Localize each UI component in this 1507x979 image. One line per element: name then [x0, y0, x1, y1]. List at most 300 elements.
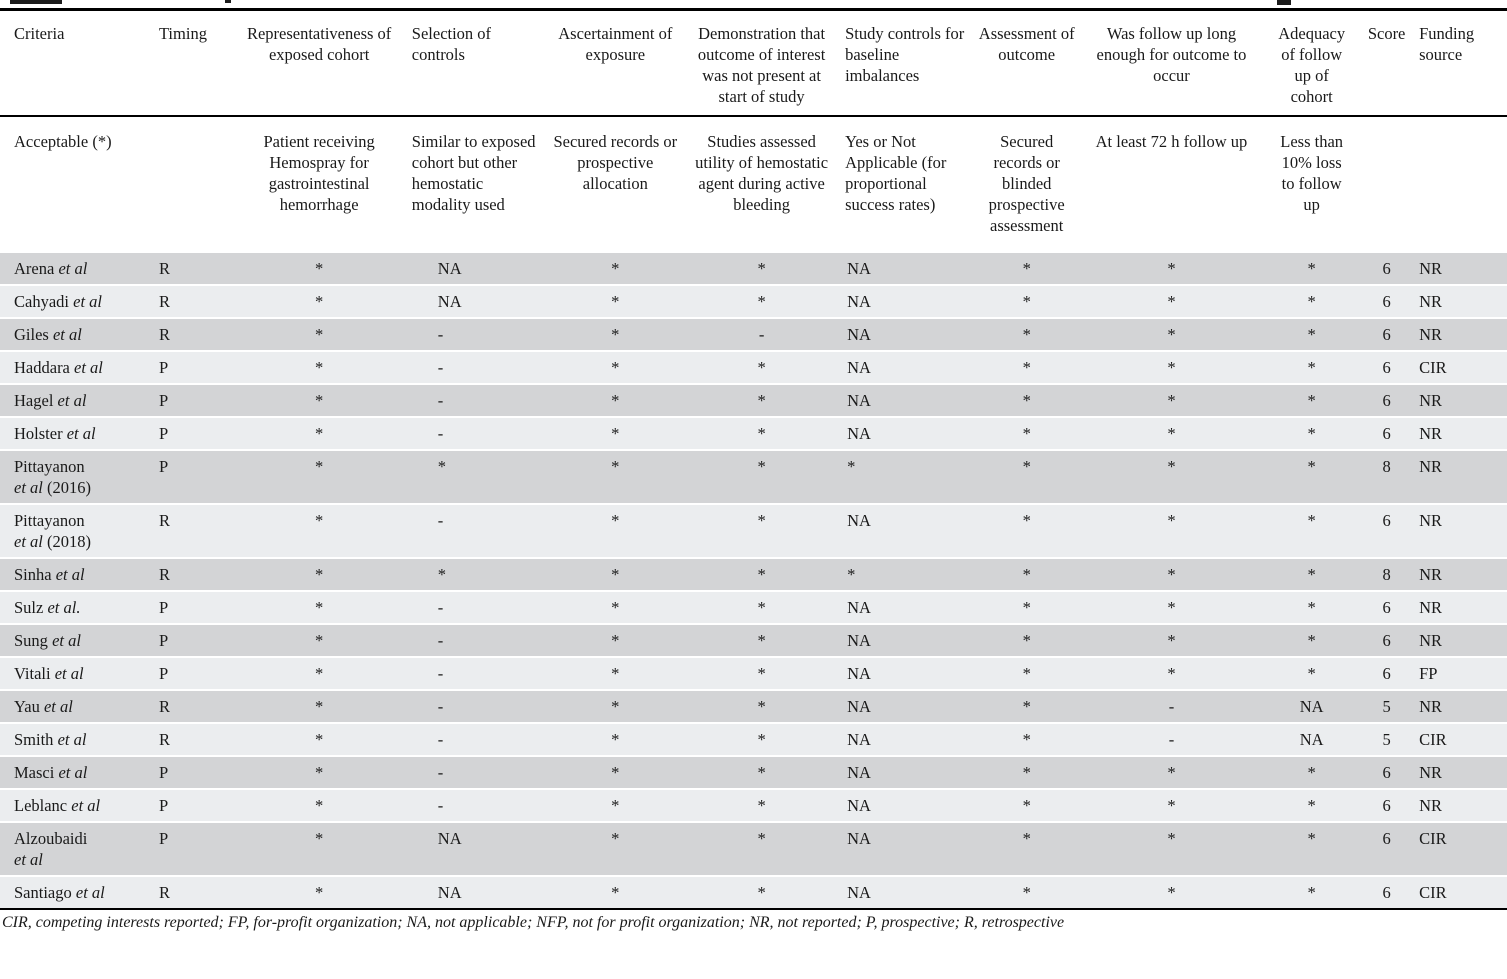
table-row — [0, 416, 1507, 449]
cell-score: 5 — [1360, 722, 1413, 755]
cell-demonstration: * — [684, 557, 839, 590]
table-row — [0, 590, 1507, 623]
cell-demonstration: * — [684, 383, 839, 416]
cell-funding: CIR — [1413, 821, 1507, 875]
acceptable-cell-timing — [153, 117, 233, 251]
cell-selection: - — [406, 755, 547, 788]
cell-timing: R — [153, 722, 233, 755]
cell-study-controls: NA — [839, 284, 974, 317]
cell-study-controls: NA — [839, 755, 974, 788]
cell-assessment: * — [974, 656, 1080, 689]
study-name-part: Pittayanon — [14, 511, 85, 530]
cell-funding: CIR — [1413, 875, 1507, 908]
cell-representativeness: * — [232, 875, 405, 908]
cell-assessment: * — [974, 755, 1080, 788]
cell-timing: P — [153, 821, 233, 875]
acceptable-cell-ascertainment: Secured records or prospective allocation — [546, 117, 684, 251]
acceptable-cell-adequacy: Less than 10% loss to follow up — [1263, 117, 1360, 251]
cell-demonstration: * — [684, 251, 839, 284]
cell-representativeness: * — [232, 821, 405, 875]
cell-assessment: * — [974, 449, 1080, 503]
caption-fragment — [10, 0, 62, 4]
table-row — [0, 875, 1507, 908]
cell-assessment: * — [974, 722, 1080, 755]
study-name-part: et al — [58, 763, 88, 782]
cell-selection: - — [406, 350, 547, 383]
study-name-part: et al — [58, 259, 88, 278]
cell-criteria — [0, 623, 153, 656]
cell-score: 6 — [1360, 284, 1413, 317]
study-name-part: et al — [14, 532, 43, 551]
cell-demonstration: * — [684, 689, 839, 722]
cell-ascertainment: * — [546, 317, 684, 350]
cell-selection: - — [406, 317, 547, 350]
cell-follow-up-length: - — [1080, 722, 1264, 755]
acceptable-criteria-row — [0, 117, 1507, 251]
study-name-part: Sulz — [14, 598, 48, 617]
header-cell-selection: Selection of controls — [406, 11, 547, 117]
cell-criteria — [0, 449, 153, 503]
table-row — [0, 821, 1507, 875]
cell-demonstration: * — [684, 821, 839, 875]
cell-selection: - — [406, 383, 547, 416]
cell-follow-up-length: * — [1080, 875, 1264, 908]
study-name-part: Alzoubaidi — [14, 829, 88, 848]
study-name-part: et al — [73, 292, 102, 311]
cell-representativeness: * — [232, 590, 405, 623]
cell-funding: NR — [1413, 557, 1507, 590]
study-name-part: (2018) — [42, 532, 91, 551]
cell-representativeness: * — [232, 449, 405, 503]
cell-criteria — [0, 590, 153, 623]
cropped-caption-remnant — [0, 0, 1507, 8]
cell-selection: - — [406, 416, 547, 449]
cell-study-controls: NA — [839, 350, 974, 383]
cell-criteria — [0, 788, 153, 821]
cell-ascertainment: * — [546, 875, 684, 908]
header-cell-criteria: Criteria — [0, 11, 153, 117]
study-name-part: et al — [66, 424, 96, 443]
table-row — [0, 557, 1507, 590]
cell-demonstration: * — [684, 656, 839, 689]
cell-ascertainment: * — [546, 557, 684, 590]
header-cell-study-controls: Study controls for baseline imbalances — [839, 11, 974, 117]
acceptable-cell-funding — [1413, 117, 1507, 251]
table-footnote: CIR, competing interests reported; FP, for-profit organization; NA, not applicable; NFP, not for profit organization; NR, not reported; P, prospective; R, retrospective — [2, 914, 1065, 931]
cell-timing: P — [153, 755, 233, 788]
cell-representativeness: * — [232, 503, 405, 557]
cell-funding: NR — [1413, 689, 1507, 722]
cell-score: 6 — [1360, 623, 1413, 656]
cell-follow-up-length: - — [1080, 689, 1264, 722]
cell-follow-up-length: * — [1080, 251, 1264, 284]
cell-selection: NA — [406, 821, 547, 875]
cell-study-controls: NA — [839, 317, 974, 350]
study-name-part: et al — [14, 478, 43, 497]
cell-study-controls: NA — [839, 656, 974, 689]
study-name-part: Sinha — [14, 565, 56, 584]
study-name-part: et al — [57, 391, 87, 410]
cell-ascertainment: * — [546, 590, 684, 623]
cell-selection: * — [406, 449, 547, 503]
acceptable-cell-score — [1360, 117, 1413, 251]
cell-assessment: * — [974, 821, 1080, 875]
cell-adequacy: * — [1263, 590, 1360, 623]
cell-funding: NR — [1413, 590, 1507, 623]
cell-study-controls: NA — [839, 383, 974, 416]
cell-study-controls: NA — [839, 623, 974, 656]
cell-assessment: * — [974, 350, 1080, 383]
cell-study-controls: NA — [839, 788, 974, 821]
cell-funding: NR — [1413, 449, 1507, 503]
cell-demonstration: * — [684, 788, 839, 821]
cell-selection: NA — [406, 875, 547, 908]
cell-score: 6 — [1360, 875, 1413, 908]
cell-criteria — [0, 689, 153, 722]
cell-adequacy: * — [1263, 251, 1360, 284]
cell-score: 6 — [1360, 590, 1413, 623]
cell-ascertainment: * — [546, 350, 684, 383]
cell-follow-up-length: * — [1080, 383, 1264, 416]
cell-ascertainment: * — [546, 251, 684, 284]
cell-follow-up-length: * — [1080, 350, 1264, 383]
header-cell-assessment: Assessment of outcome — [974, 11, 1080, 117]
cell-timing: R — [153, 317, 233, 350]
cell-adequacy: * — [1263, 416, 1360, 449]
cell-criteria — [0, 557, 153, 590]
cell-demonstration: * — [684, 722, 839, 755]
cell-score: 6 — [1360, 350, 1413, 383]
table-row — [0, 689, 1507, 722]
cell-ascertainment: * — [546, 284, 684, 317]
header-cell-representativeness: Representativeness of exposed cohort — [232, 11, 405, 117]
cell-funding: NR — [1413, 383, 1507, 416]
cell-demonstration: * — [684, 449, 839, 503]
cell-criteria — [0, 251, 153, 284]
cell-score: 6 — [1360, 317, 1413, 350]
cell-timing: P — [153, 383, 233, 416]
table-row — [0, 383, 1507, 416]
study-name-part: Hagel — [14, 391, 58, 410]
study-name-part: et al — [52, 325, 82, 344]
cell-study-controls: * — [839, 449, 974, 503]
cell-funding: NR — [1413, 623, 1507, 656]
cell-representativeness: * — [232, 623, 405, 656]
study-name-part: et al — [54, 664, 84, 683]
cell-follow-up-length: * — [1080, 656, 1264, 689]
study-name-part: et al — [57, 730, 87, 749]
cell-assessment: * — [974, 251, 1080, 284]
cell-adequacy: * — [1263, 350, 1360, 383]
cell-funding: CIR — [1413, 722, 1507, 755]
cell-follow-up-length: * — [1080, 623, 1264, 656]
cell-assessment: * — [974, 383, 1080, 416]
header-cell-funding: Funding source — [1413, 11, 1507, 117]
table-row — [0, 722, 1507, 755]
study-name-part: Smith — [14, 730, 58, 749]
table-row — [0, 656, 1507, 689]
cell-timing: R — [153, 251, 233, 284]
cell-adequacy: * — [1263, 821, 1360, 875]
cell-adequacy: NA — [1263, 722, 1360, 755]
acceptable-cell-selection: Similar to exposed cohort but other hemostatic modality used — [406, 117, 547, 251]
cell-timing: P — [153, 623, 233, 656]
cell-timing: R — [153, 557, 233, 590]
cell-funding: NR — [1413, 503, 1507, 557]
cell-criteria — [0, 284, 153, 317]
cell-adequacy: * — [1263, 788, 1360, 821]
acceptable-cell-follow-up-length: At least 72 h follow up — [1080, 117, 1264, 251]
quality-assessment-table — [0, 11, 1507, 908]
cell-representativeness: * — [232, 557, 405, 590]
table-row — [0, 755, 1507, 788]
cell-timing: R — [153, 689, 233, 722]
cell-ascertainment: * — [546, 689, 684, 722]
table-row — [0, 449, 1507, 503]
study-name-part: et al — [52, 631, 81, 650]
cell-score: 6 — [1360, 821, 1413, 875]
cell-selection: - — [406, 503, 547, 557]
header-cell-follow-up-length: Was follow up long enough for outcome to occur — [1080, 11, 1264, 117]
header-cell-ascertainment: Ascertainment of exposure — [546, 11, 684, 117]
cell-timing: P — [153, 449, 233, 503]
cell-representativeness: * — [232, 317, 405, 350]
cell-timing: R — [153, 284, 233, 317]
cell-demonstration: * — [684, 590, 839, 623]
cell-funding: CIR — [1413, 350, 1507, 383]
acceptable-cell-representativeness: Patient receiving Hemospray for gastrointestinal hemorrhage — [232, 117, 405, 251]
cell-adequacy: * — [1263, 557, 1360, 590]
table-row — [0, 350, 1507, 383]
cell-selection: - — [406, 590, 547, 623]
cell-criteria — [0, 722, 153, 755]
cell-assessment: * — [974, 689, 1080, 722]
cell-timing: P — [153, 788, 233, 821]
cell-funding: FP — [1413, 656, 1507, 689]
cell-representativeness: * — [232, 251, 405, 284]
study-name-part: Vitali — [14, 664, 55, 683]
cell-assessment: * — [974, 557, 1080, 590]
table-body — [0, 251, 1507, 908]
cell-follow-up-length: * — [1080, 557, 1264, 590]
study-name-part: et al — [71, 796, 101, 815]
cell-criteria — [0, 416, 153, 449]
cell-score: 6 — [1360, 788, 1413, 821]
cell-score: 6 — [1360, 383, 1413, 416]
table-row — [0, 623, 1507, 656]
cell-assessment: * — [974, 623, 1080, 656]
acceptable-cell-assessment: Secured records or blinded prospective assessment — [974, 117, 1080, 251]
study-name-part: Haddara — [14, 358, 75, 377]
cell-score: 8 — [1360, 449, 1413, 503]
cell-representativeness: * — [232, 284, 405, 317]
study-name-part: Pittayanon — [14, 457, 85, 476]
cell-score: 5 — [1360, 689, 1413, 722]
header-cell-demonstration: Demonstration that outcome of interest was not present at start of study — [684, 11, 839, 117]
cell-assessment: * — [974, 416, 1080, 449]
cell-demonstration: * — [684, 755, 839, 788]
cell-ascertainment: * — [546, 383, 684, 416]
cell-study-controls: NA — [839, 689, 974, 722]
cell-adequacy: * — [1263, 656, 1360, 689]
cell-study-controls: NA — [839, 821, 974, 875]
table-row — [0, 284, 1507, 317]
cell-selection: - — [406, 656, 547, 689]
cell-representativeness: * — [232, 788, 405, 821]
cell-adequacy: * — [1263, 503, 1360, 557]
cell-funding: NR — [1413, 284, 1507, 317]
cell-follow-up-length: * — [1080, 284, 1264, 317]
cell-score: 6 — [1360, 251, 1413, 284]
cell-study-controls: NA — [839, 503, 974, 557]
cell-criteria — [0, 317, 153, 350]
cell-follow-up-length: * — [1080, 416, 1264, 449]
caption-fragment — [1277, 0, 1291, 5]
cell-funding: NR — [1413, 416, 1507, 449]
cell-follow-up-length: * — [1080, 821, 1264, 875]
cell-criteria — [0, 656, 153, 689]
cell-follow-up-length: * — [1080, 590, 1264, 623]
study-name-part: Sung — [14, 631, 53, 650]
study-name-part: (2016) — [42, 478, 91, 497]
cell-follow-up-length: * — [1080, 449, 1264, 503]
cell-representativeness: * — [232, 656, 405, 689]
cell-criteria — [0, 875, 153, 908]
cell-ascertainment: * — [546, 722, 684, 755]
cell-demonstration: * — [684, 623, 839, 656]
cell-timing: P — [153, 590, 233, 623]
study-name-part: et al — [55, 565, 85, 584]
cell-demonstration: * — [684, 503, 839, 557]
cell-demonstration: * — [684, 416, 839, 449]
cell-adequacy: * — [1263, 383, 1360, 416]
cell-follow-up-length: * — [1080, 317, 1264, 350]
study-name-part: Arena — [14, 259, 59, 278]
cell-assessment: * — [974, 590, 1080, 623]
header-cell-adequacy: Adequacy of follow up of cohort — [1263, 11, 1360, 117]
cell-ascertainment: * — [546, 821, 684, 875]
cell-adequacy: * — [1263, 449, 1360, 503]
cell-criteria — [0, 821, 153, 875]
cell-selection: * — [406, 557, 547, 590]
cell-representativeness: * — [232, 416, 405, 449]
cell-criteria — [0, 503, 153, 557]
study-name-part: et al. — [47, 598, 81, 617]
cell-score: 6 — [1360, 416, 1413, 449]
cell-selection: NA — [406, 251, 547, 284]
cell-selection: - — [406, 689, 547, 722]
table-header — [0, 11, 1507, 251]
cell-funding: NR — [1413, 317, 1507, 350]
cell-timing: R — [153, 875, 233, 908]
cell-study-controls: NA — [839, 875, 974, 908]
cell-ascertainment: * — [546, 755, 684, 788]
cell-demonstration: - — [684, 317, 839, 350]
study-name-part: et al — [14, 850, 43, 869]
cell-score: 6 — [1360, 503, 1413, 557]
table-row — [0, 503, 1507, 557]
cell-criteria — [0, 383, 153, 416]
study-name-part: Leblanc — [14, 796, 72, 815]
acceptable-cell-demonstration: Studies assessed utility of hemostatic agent during active bleeding — [684, 117, 839, 251]
cell-study-controls: * — [839, 557, 974, 590]
cell-score: 8 — [1360, 557, 1413, 590]
cell-selection: - — [406, 722, 547, 755]
cell-assessment: * — [974, 875, 1080, 908]
table-row — [0, 251, 1507, 284]
cell-score: 6 — [1360, 656, 1413, 689]
table-row — [0, 317, 1507, 350]
cell-selection: NA — [406, 284, 547, 317]
cell-assessment: * — [974, 317, 1080, 350]
cell-representativeness: * — [232, 689, 405, 722]
cell-timing: P — [153, 416, 233, 449]
study-name-part: Holster — [14, 424, 67, 443]
cell-ascertainment: * — [546, 503, 684, 557]
cell-representativeness: * — [232, 755, 405, 788]
cell-assessment: * — [974, 788, 1080, 821]
cell-representativeness: * — [232, 722, 405, 755]
cell-ascertainment: * — [546, 788, 684, 821]
study-name-part: et al — [74, 358, 103, 377]
table-row — [0, 788, 1507, 821]
cell-funding: NR — [1413, 755, 1507, 788]
cell-follow-up-length: * — [1080, 503, 1264, 557]
cell-timing: P — [153, 656, 233, 689]
cell-study-controls: NA — [839, 590, 974, 623]
cell-demonstration: * — [684, 284, 839, 317]
cell-selection: - — [406, 623, 547, 656]
cell-study-controls: NA — [839, 251, 974, 284]
header-cell-timing: Timing — [153, 11, 233, 117]
header-cell-score: Score — [1360, 11, 1413, 117]
cell-adequacy: NA — [1263, 689, 1360, 722]
cell-study-controls: NA — [839, 722, 974, 755]
cell-adequacy: * — [1263, 284, 1360, 317]
cell-follow-up-length: * — [1080, 755, 1264, 788]
cell-demonstration: * — [684, 875, 839, 908]
cell-selection: - — [406, 788, 547, 821]
cell-ascertainment: * — [546, 623, 684, 656]
table-header-row — [0, 11, 1507, 117]
cell-adequacy: * — [1263, 623, 1360, 656]
cell-demonstration: * — [684, 350, 839, 383]
cell-ascertainment: * — [546, 656, 684, 689]
cell-funding: NR — [1413, 251, 1507, 284]
study-name-part: et al — [43, 697, 73, 716]
cell-representativeness: * — [232, 383, 405, 416]
cell-assessment: * — [974, 284, 1080, 317]
study-name-part: Yau — [14, 697, 44, 716]
cell-criteria — [0, 755, 153, 788]
cell-ascertainment: * — [546, 449, 684, 503]
study-name-part: et al — [75, 883, 105, 902]
cell-timing: R — [153, 503, 233, 557]
acceptable-cell-criteria: Acceptable (*) — [0, 117, 153, 251]
cell-adequacy: * — [1263, 317, 1360, 350]
cell-ascertainment: * — [546, 416, 684, 449]
study-name-part: Giles — [14, 325, 53, 344]
cell-representativeness: * — [232, 350, 405, 383]
study-name-part: Santiago — [14, 883, 76, 902]
caption-fragment — [225, 0, 231, 3]
cell-follow-up-length: * — [1080, 788, 1264, 821]
cell-assessment: * — [974, 503, 1080, 557]
study-name-part: Cahyadi — [14, 292, 74, 311]
study-name-part: Masci — [14, 763, 59, 782]
cell-criteria — [0, 350, 153, 383]
cell-study-controls: NA — [839, 416, 974, 449]
